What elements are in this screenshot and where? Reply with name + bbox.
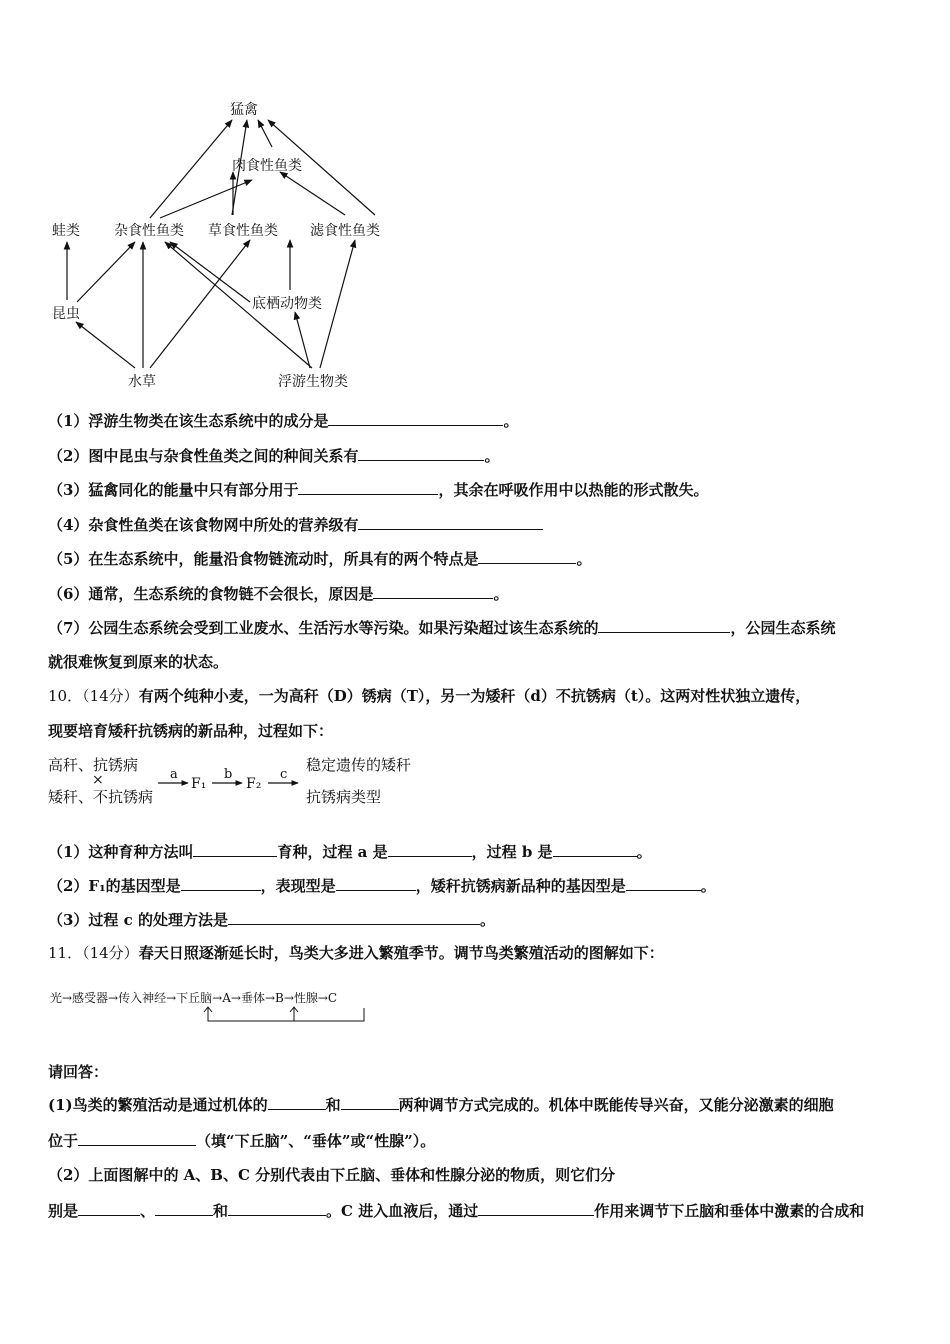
answer-blank[interactable] bbox=[373, 583, 493, 599]
answer-blank[interactable] bbox=[228, 1200, 326, 1216]
answer-blank[interactable] bbox=[478, 548, 576, 564]
q10-part-3: （3）过程 c 的处理方法是 。 bbox=[48, 911, 496, 929]
step-b: b bbox=[224, 767, 233, 782]
node-benthic: 底栖动物类 bbox=[252, 296, 322, 312]
answer-blank[interactable] bbox=[478, 1200, 594, 1216]
f2-label: F₂ bbox=[246, 776, 262, 792]
q11-part-2-cont: 别是 、 和 。C 进入血液后，通过 作用来调节下丘脑和垂体中激素的合成和 bbox=[48, 1202, 865, 1220]
step-a: a bbox=[170, 767, 178, 782]
q11-stem: 11．（14分）春天日照逐渐延长时，鸟类大多进入繁殖季节。调节鸟类繁殖活动的图解如下： bbox=[48, 944, 664, 962]
q9-part-2: （2）图中昆虫与杂食性鱼类之间的种间关系有 。 bbox=[48, 447, 500, 465]
bird-regulation-diagram bbox=[46, 988, 386, 1028]
q10-stem-cont: 现要培育矮秆抗锈病的新品种，过程如下： bbox=[48, 722, 334, 740]
answer-blank[interactable] bbox=[193, 841, 277, 857]
q11-part-2: （2）上面图解中的 A、B、C 分别代表由下丘脑、垂体和性腺分泌的物质，则它们分 bbox=[48, 1166, 616, 1184]
answer-blank[interactable] bbox=[181, 875, 261, 891]
node-insect: 昆虫 bbox=[52, 306, 80, 322]
answer-blank[interactable] bbox=[358, 445, 484, 461]
parent-2: 矮秆、不抗锈病 bbox=[48, 788, 154, 806]
answer-blank[interactable] bbox=[388, 841, 472, 857]
answer-blank[interactable] bbox=[328, 410, 503, 426]
answer-blank[interactable] bbox=[553, 841, 637, 857]
answer-blank[interactable] bbox=[228, 909, 480, 925]
step-c: c bbox=[280, 767, 288, 782]
parent-1: 高秆、抗锈病 bbox=[48, 756, 139, 774]
node-raptor: 猛禽 bbox=[230, 102, 258, 118]
q10-part-1: （1）这种育种方法叫 育种，过程 a 是 ，过程 b 是 。 bbox=[48, 843, 652, 861]
regulation-chain: 光→感受器→传入神经→下丘脑→A→垂体→B→性腺→C bbox=[50, 991, 338, 1005]
answer-blank[interactable] bbox=[598, 617, 730, 633]
answer-blank[interactable] bbox=[155, 1200, 213, 1216]
node-plankton: 浮游生物类 bbox=[278, 374, 348, 390]
node-filter-fish: 滤食性鱼类 bbox=[310, 223, 380, 239]
f1-label: F₁ bbox=[191, 776, 207, 792]
answer-blank[interactable] bbox=[298, 479, 438, 495]
answer-blank[interactable] bbox=[626, 875, 701, 891]
answer-blank[interactable] bbox=[78, 1200, 140, 1216]
node-frog: 蛙类 bbox=[52, 223, 80, 239]
result-2: 抗锈病类型 bbox=[306, 788, 382, 806]
q10-stem: 10．（14分）有两个纯种小麦，一为高秆（D）锈病（T），另一为矮秆（d）不抗锈病（t）。这两对性状独立遗传， bbox=[48, 687, 811, 705]
food-web-diagram bbox=[40, 90, 380, 400]
node-omnivorous-fish: 杂食性鱼类 bbox=[114, 223, 184, 239]
q9-part-4: （4）杂食性鱼类在该食物网中所处的营养级有 bbox=[48, 514, 543, 535]
answer-blank[interactable] bbox=[268, 1094, 326, 1110]
answer-blank[interactable] bbox=[78, 1130, 196, 1146]
q9-part-7-cont: 就很难恢复到原来的状态。 bbox=[48, 653, 229, 671]
result-1: 稳定遗传的矮秆 bbox=[306, 756, 412, 774]
q9-part-1: （1）浮游生物类在该生态系统中的成分是 。 bbox=[48, 412, 519, 430]
q10-part-2: （2）F₁的基因型是 ，表现型是 ，矮秆抗锈病新品种的基因型是 。 bbox=[48, 877, 716, 895]
answer-blank[interactable] bbox=[358, 514, 543, 530]
q9-part-5: （5）在生态系统中，能量沿食物链流动时，所具有的两个特点是 。 bbox=[48, 550, 592, 568]
node-waterweed: 水草 bbox=[128, 374, 156, 390]
breeding-process-diagram bbox=[46, 752, 446, 812]
answer-blank[interactable] bbox=[336, 875, 416, 891]
q11-part-1-cont: 位于 （填“下丘脑”、“垂体”或“性腺”）。 bbox=[48, 1132, 436, 1150]
q11-answer-prompt: 请回答： bbox=[48, 1063, 109, 1081]
node-herbivorous-fish: 草食性鱼类 bbox=[208, 223, 278, 239]
q9-part-7: （7）公园生态系统会受到工业废水、生活污水等污染。如果污染超过该生态系统的 ，公园生态系统 bbox=[48, 619, 836, 637]
cross-symbol: × bbox=[92, 772, 104, 788]
q9-part-3: （3）猛禽同化的能量中只有部分用于 ，其余在呼吸作用中以热能的形式散失。 bbox=[48, 481, 709, 499]
answer-blank[interactable] bbox=[341, 1094, 399, 1110]
node-carnivorous-fish: 肉食性鱼类 bbox=[232, 158, 302, 174]
q11-part-1: (1)鸟类的繁殖活动是通过机体的 和 两种调节方式完成的。机体中既能传导兴奋，又能分泌激素的细胞 bbox=[48, 1096, 834, 1114]
q9-part-6: （6）通常，生态系统的食物链不会很长，原因是 。 bbox=[48, 585, 509, 603]
